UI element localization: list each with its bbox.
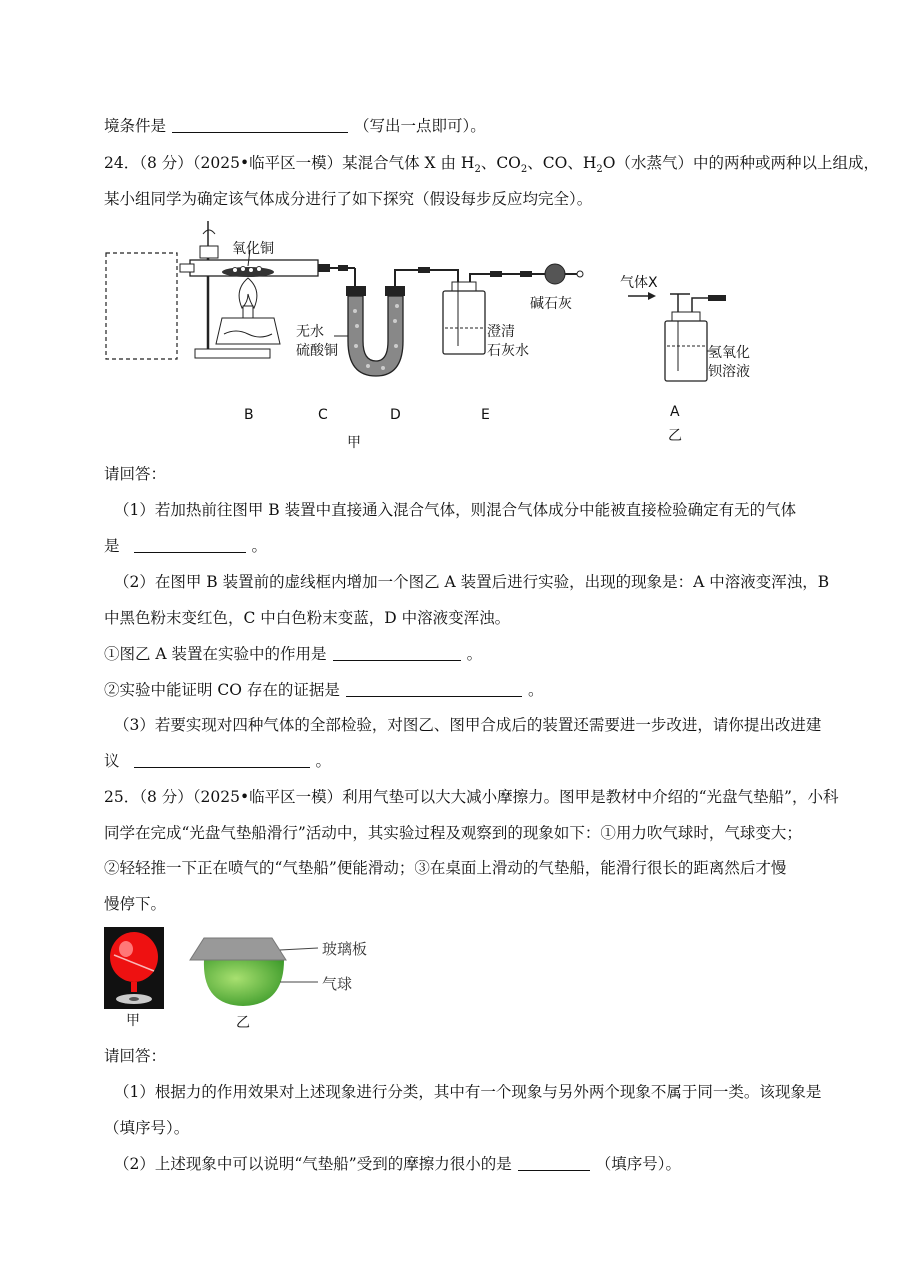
u-tube (348, 296, 403, 376)
text-line: （2）上述现象中可以说明“气垫船”受到的摩擦力很小的是 （填序号）。 (114, 1155, 681, 1173)
answer-blank[interactable] (134, 751, 310, 768)
label-E: E (481, 407, 490, 423)
label-B: B (244, 407, 254, 423)
label-limewater-2: 石灰水 (487, 343, 529, 359)
label-D: D (390, 407, 401, 423)
label-soda-lime: 碱石灰 (530, 296, 572, 312)
question-25-title: 25．（8 分）（2025•临平区一模）利用气垫可以大大减小摩擦力。图甲是教材中介绍的“光盘气垫船”，小科 (104, 788, 839, 806)
label-cuso4-1: 无水 (296, 324, 324, 340)
label-cuso4-2: 硫酸铜 (296, 343, 338, 359)
text-line: 慢停下。 (104, 895, 167, 913)
hovercraft-photo (104, 927, 164, 1009)
text-line: （填序号）。 (104, 1119, 190, 1137)
answer-blank[interactable] (346, 680, 522, 697)
label-gas-x: 气体X (620, 275, 658, 291)
text-line: 请回答： (104, 1047, 167, 1065)
answer-blank[interactable] (518, 1154, 590, 1171)
text-line: ①图乙 A 装置在实验中的作用是 。 (104, 645, 483, 663)
text-line: 同学在完成“光盘气垫船滑行”活动中，其实验过程及观察到的现象如下：①用力吹气球时，气球变大； (104, 824, 802, 842)
label-copper-oxide: 氧化铜 (232, 241, 274, 257)
answer-blank[interactable] (172, 116, 348, 133)
text-line: 请回答： (104, 465, 167, 483)
text-line: （1）若加热前往图甲 B 装置中直接通入混合气体，则混合气体成分中能被直接检验确定有无的气体 (114, 501, 797, 519)
soda-lime-bulb (545, 264, 565, 284)
answer-blank[interactable] (134, 536, 246, 553)
text-line: 某小组同学为确定该气体成分进行了如下探究（假设每步反应均完全）。 (104, 190, 593, 208)
glass-plate (190, 938, 286, 960)
text-line: 是 。 (104, 537, 268, 555)
barium-hydroxide-bottle (665, 321, 707, 381)
label-balloon: 气球 (322, 975, 353, 993)
balloon-shape (204, 960, 284, 1006)
label-baoh-1: 氢氧化 (708, 345, 750, 361)
text-line: （2）在图甲 B 装置前的虚线框内增加一个图乙 A 装置后进行实验，出现的现象是：A 中溶液变浑浊，B (114, 573, 830, 591)
label-diagram-yi: 乙 (236, 1015, 250, 1031)
label-glass-plate: 玻璃板 (322, 940, 368, 958)
label-figure-yi: 乙 (668, 428, 682, 444)
label-baoh-2: 钡溶液 (708, 364, 750, 380)
label-A: A (670, 404, 680, 420)
text-line: （1）根据力的作用效果对上述现象进行分类，其中有一个现象与另外两个现象不属于同一类。该现象是 (114, 1083, 822, 1101)
apparatus-figure (100, 216, 760, 452)
text-line: 境条件是 （写出一点即可）。 (104, 117, 486, 135)
text-line: 议 。 (104, 752, 332, 770)
limewater-bottle (443, 291, 485, 354)
label-photo-jia: 甲 (126, 1013, 140, 1029)
text-line: ②实验中能证明 CO 存在的证据是 。 (104, 681, 544, 699)
label-figure-jia: 甲 (347, 435, 361, 451)
question-24-title: 24．（8 分）（2025•临平区一模）某混合气体 X 由 $H_2$、$CO_2$、CO、$H_2O$（水蒸气）中的两种或两种以上组成， (104, 154, 879, 176)
text-line: 中黑色粉末变红色，C 中白色粉末变蓝，D 中溶液变浑浊。 (104, 609, 511, 627)
label-C: C (318, 407, 328, 423)
dashed-box (106, 253, 177, 359)
label-limewater-1: 澄清 (487, 324, 515, 340)
answer-blank[interactable] (333, 644, 461, 661)
text-line: （3）若要实现对四种气体的全部检验，对图乙、图甲合成后的装置还需要进一步改进，请你提出改进建 (114, 716, 822, 734)
text-line: ②轻轻推一下正在喷气的“气垫船”便能滑动；③在桌面上滑动的气垫船，能滑行很长的距离然后才慢 (104, 859, 787, 877)
stand-base (195, 349, 270, 358)
